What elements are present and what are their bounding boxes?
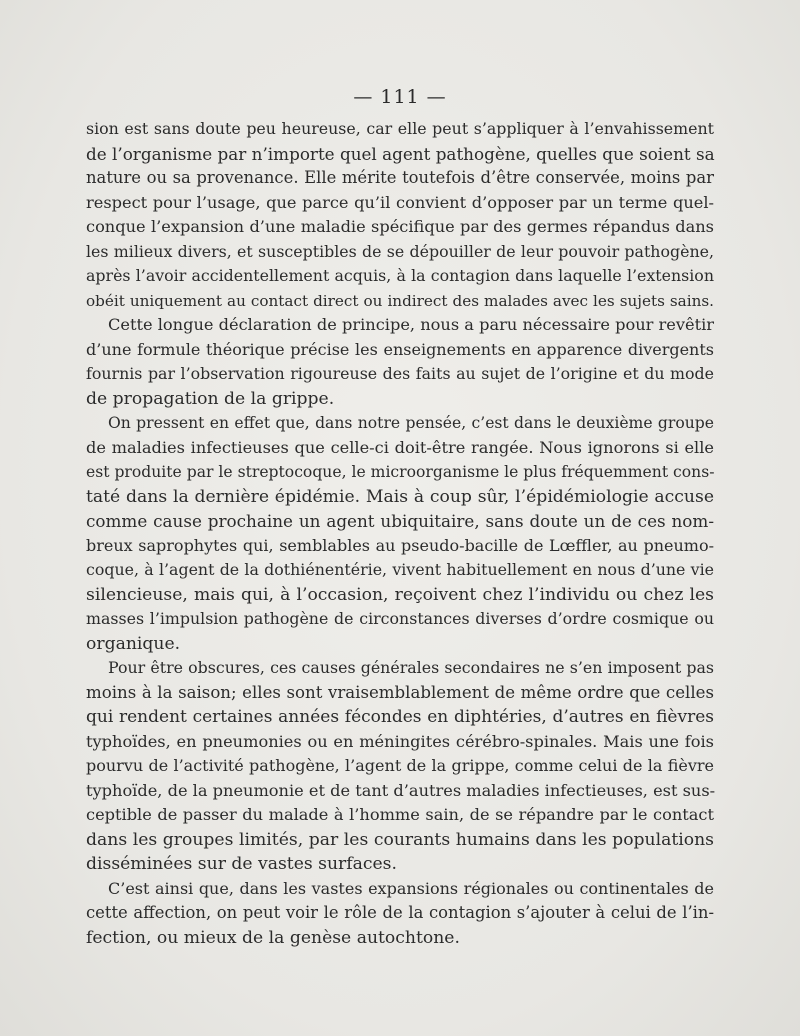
text-line: taté dans la dernière épidémie. Mais à coup sûr, l’épidémiologie accuse [86, 486, 714, 507]
paragraph [86, 877, 714, 951]
text-line: breux saprophytes qui, semblables au pseudo-bacille de Lœffler, au pneumo- [86, 535, 714, 555]
paragraph [86, 411, 714, 656]
text-line: ceptible de passer du malade à l’homme sain, de se répandre par le contact [86, 805, 714, 824]
paragraph [86, 117, 714, 313]
text-line: silencieuse, mais qui, à l’occasion, reçoivent chez l’individu ou chez les [86, 584, 714, 605]
paragraph [86, 313, 714, 411]
text-line: après l’avoir accidentellement acquis, à la contagion dans laquelle l’extension [86, 266, 714, 285]
text-line: typhoïdes, en pneumonies ou en méningites cérébro-spinales. Mais une fois [86, 731, 714, 751]
text-line: moins à la saison; elles sont vraisemblablement de même ordre que celles [86, 682, 714, 702]
text-line: typhoïde, de la pneumonie et de tant d’autres maladies infectieuses, est sus- [86, 780, 716, 800]
paragraph [86, 656, 714, 877]
text-line: respect pour l’usage, que parce qu’il convient d’opposer par un terme quel- [86, 192, 714, 212]
text-line: C’est ainsi que, dans les vastes expansions régionales ou continentales de [108, 878, 714, 898]
text-line: conque l’expansion d’une maladie spécifique par des germes répandus dans [86, 217, 714, 236]
text-line: de maladies infectieuses que celle-ci doit-être rangée. Nous ignorons si elle [86, 437, 714, 457]
text-line: de l’organisme par n’importe quel agent pathogène, quelles que soient sa [86, 143, 715, 164]
text-line: de propagation de la grippe. [86, 388, 335, 409]
page-number: — 111 — [353, 86, 447, 108]
text-line: est produite par le streptocoque, le microorganisme le plus fréquemment cons- [86, 463, 715, 481]
text-line: d’une formule théorique précise les enseignements en apparence divergents [86, 339, 714, 359]
text-line: fournis par l’observation rigoureuse des faits au sujet de l’origine et du mode [86, 364, 714, 383]
text-line: cette affection, on peut voir le rôle de la contagion s’ajouter à celui de l’in- [86, 903, 714, 922]
body-text [86, 117, 714, 950]
text-line: organique. [86, 633, 181, 654]
text-line: les milieux divers, et susceptibles de se dépouiller de leur pouvoir pathogène, [86, 241, 714, 261]
text-line: qui rendent certaines années fécondes en diphtéries, d’autres en fièvres [86, 707, 714, 727]
text-line: comme cause prochaine un agent ubiquitaire, sans doute un de ces nom- [86, 511, 714, 531]
text-line: Pour être obscures, ces causes générales secondaires ne s’en imposent pas [108, 658, 714, 677]
text-line: dans les groupes limités, par les courants humains dans les populations [86, 829, 714, 850]
text-line: fection, ou mieux de la genèse autochtone. [86, 927, 460, 948]
text-line: obéit uniquement au contact direct ou indirect des malades avec les sujets sains. [86, 291, 714, 310]
text-line: pourvu de l’activité pathogène, l’agent de la grippe, comme celui de la fièvre [86, 756, 714, 775]
text-line: Cette longue déclaration de principe, nous a paru nécessaire pour revêtir [108, 315, 714, 334]
text-line: disséminées sur de vastes surfaces. [86, 854, 397, 874]
text-line: coque, à l’agent de la dothiénentérie, vivent habituellement en nous d’une vie [86, 560, 714, 579]
text-line: sion est sans doute peu heureuse, car elle peut s’appliquer à l’envahissement [86, 119, 714, 138]
text-line: nature ou sa provenance. Elle mérite toutefois d’être conservée, moins par [86, 168, 714, 187]
text-line: On pressent en effet que, dans notre pensée, c’est dans le deuxième groupe [108, 414, 714, 432]
text-line: masses l’impulsion pathogène de circonstances diverses d’ordre cosmique ou [86, 609, 714, 628]
